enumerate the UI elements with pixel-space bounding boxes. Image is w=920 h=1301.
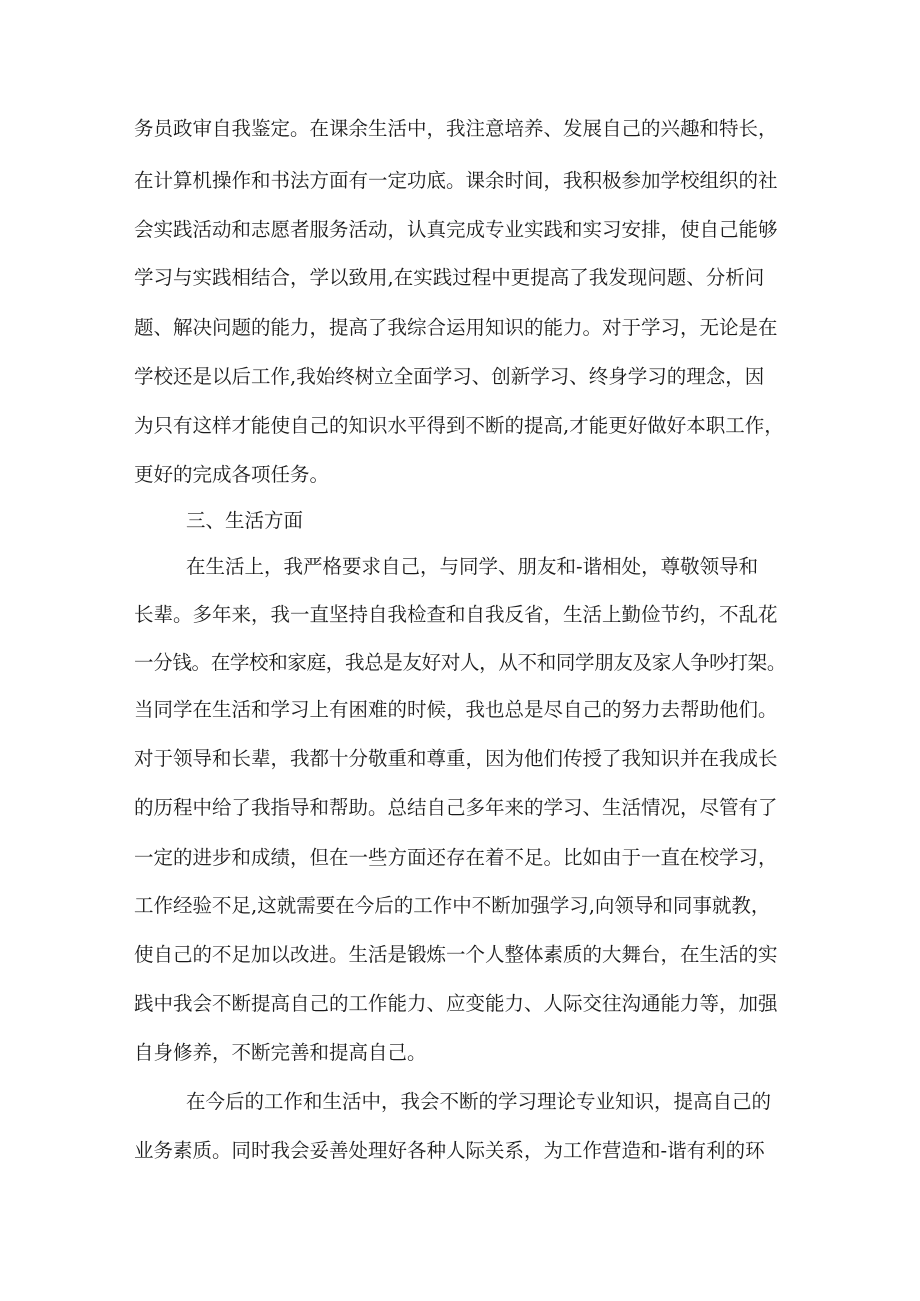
body-text-line: 使自己的不足加以改进。生活是锻炼一个人整体素质的大舞台，在生活的实: [134, 943, 778, 966]
body-text-line: 自身修养，不断完善和提高自己。: [134, 1041, 427, 1064]
body-text-line: 践中我会不断提高自己的工作能力、应变能力、人际交往沟通能力等，加强: [134, 992, 778, 1015]
body-text-line: 当同学在生活和学习上有困难的时候，我也总是尽自己的努力去帮助他们。: [134, 698, 778, 721]
body-text-line: 为只有这样才能使自己的知识水平得到不断的提高,才能更好做好本职工作，: [134, 414, 784, 437]
body-text-line: 在计算机操作和书法方面有一定功底。课余时间，我积极参加学校组织的社: [134, 169, 778, 192]
body-text-line: 业务素质。同时我会妥善处理好各种人际关系，为工作营造和-谐有利的环: [134, 1139, 765, 1162]
body-text-line: 长辈。多年来，我一直坚持自我检查和自我反省，生活上勤俭节约，不乱花: [134, 603, 778, 626]
body-text-line: 题、解决问题的能力，提高了我综合运用知识的能力。对于学习，无论是在: [134, 316, 778, 339]
body-text-line: 工作经验不足,这就需要在今后的工作中不断加强学习,向领导和同事就教，: [134, 894, 771, 917]
body-text-line: 的历程中给了我指导和帮助。总结自己多年来的学习、生活情况，尽管有了: [134, 796, 778, 819]
section-heading: 三、生活方面: [186, 509, 304, 532]
body-text-line: 务员政审自我鉴定。在课余生活中，我注意培养、发展自己的兴趣和特长，: [134, 117, 778, 140]
body-text-line: 对于领导和长辈，我都十分敬重和尊重，因为他们传授了我知识并在我成长: [134, 747, 778, 770]
body-text-line: 在生活上，我严格要求自己，与同学、朋友和-谐相处，尊敬领导和: [186, 555, 759, 578]
body-text-line: 一定的进步和成绩，但在一些方面还存在着不足。比如由于一直在校学习，: [134, 846, 778, 869]
body-text-line: 学校还是以后工作,我始终树立全面学习、创新学习、终身学习的理念，因: [134, 365, 765, 388]
body-text-line: 一分钱。在学校和家庭，我总是友好对人，从不和同学朋友及家人争吵打架。: [134, 651, 787, 674]
body-text-line: 在今后的工作和生活中，我会不断的学习理论专业知识，提高自己的: [186, 1090, 772, 1113]
body-text-line: 会实践活动和志愿者服务活动，认真完成专业实践和实习安排，使自己能够: [134, 218, 778, 241]
body-text-line: 更好的完成各项任务。: [134, 463, 330, 486]
body-text-line: 学习与实践相结合，学以致用,在实践过程中更提高了我发现问题、分析问: [134, 266, 765, 289]
